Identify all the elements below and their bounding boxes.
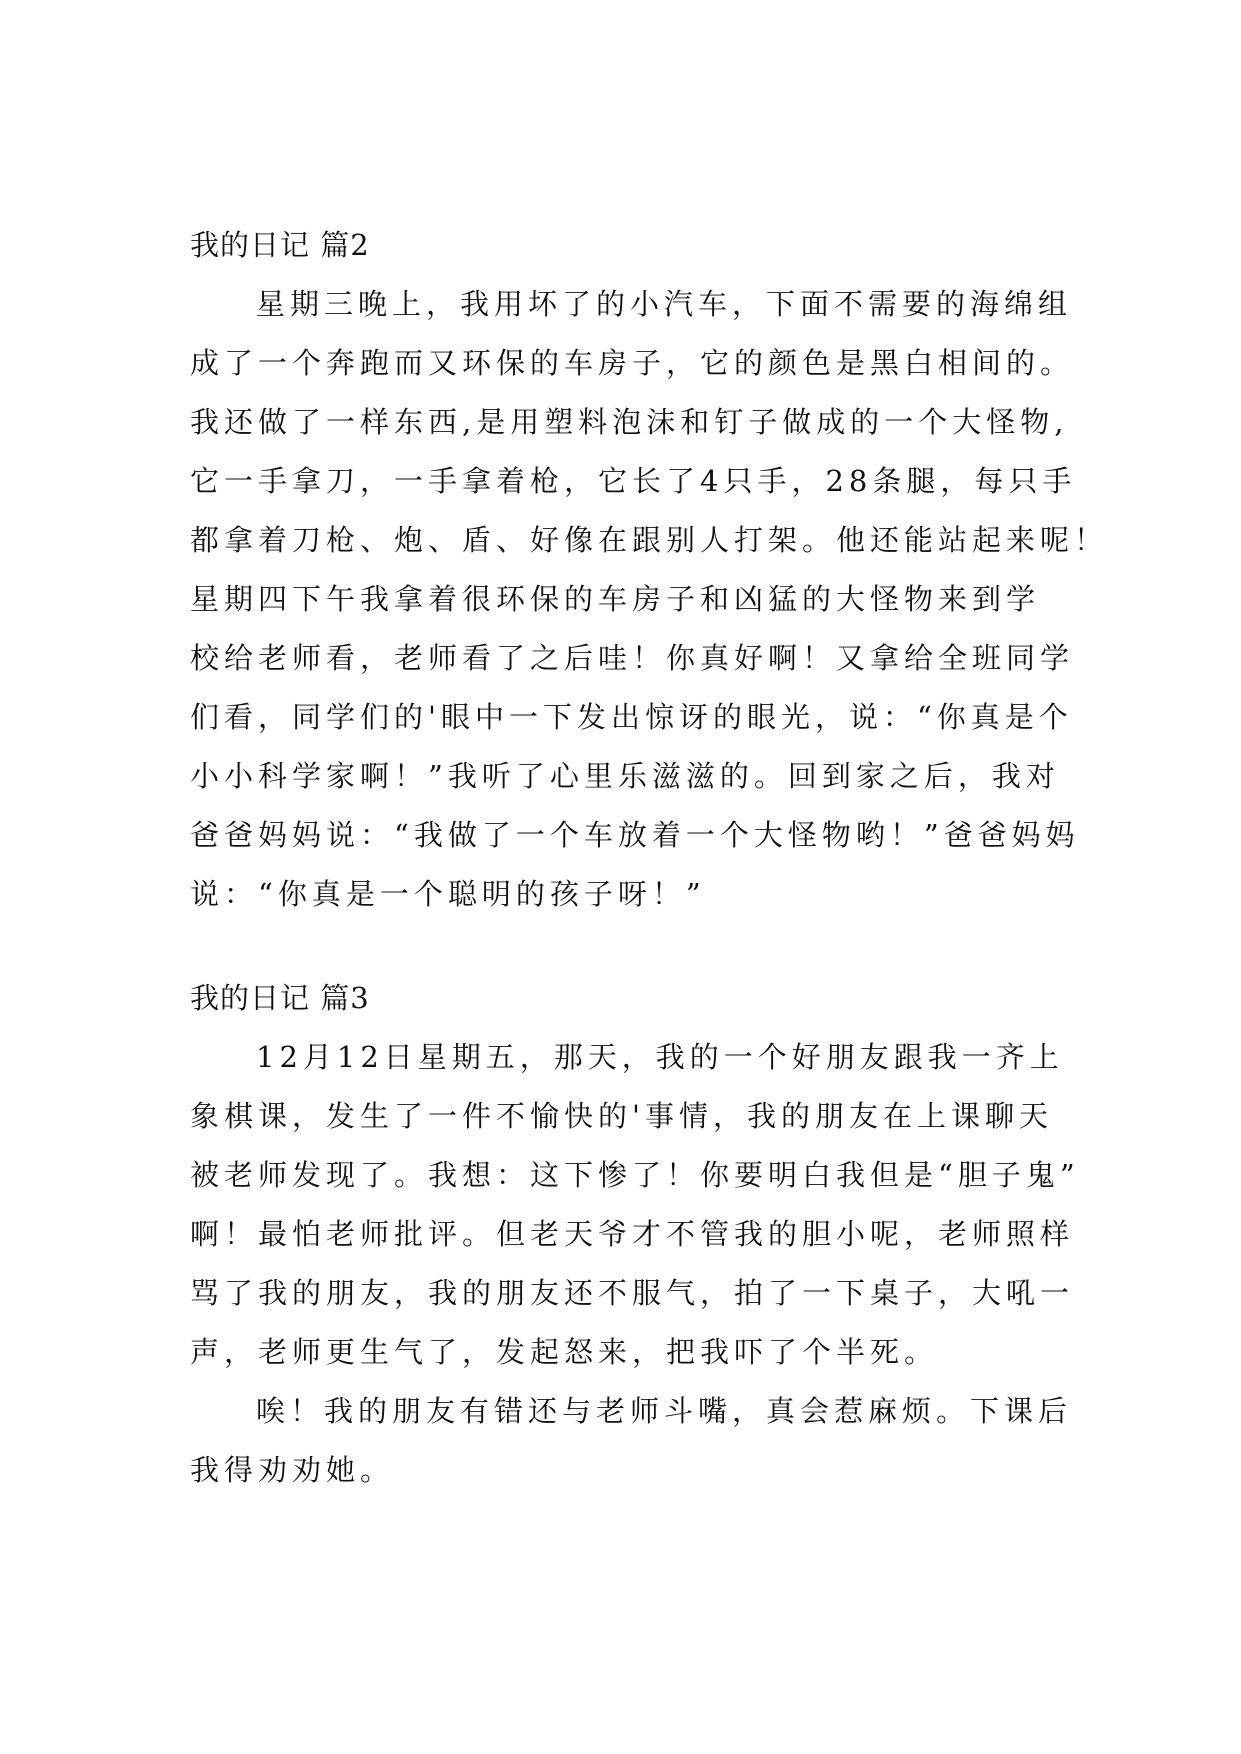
paragraph-line: 12月12日星期五，那天，我的一个好朋友跟我一齐上 — [256, 1040, 1064, 1074]
paragraph-line: 说：“你真是一个聪明的孩子呀！” — [190, 877, 706, 911]
paragraph-line: 骂了我的朋友，我的朋友还不服气，拍了一下桌子，大吼一 — [190, 1276, 1075, 1310]
paragraph-line: 被老师发现了。我想：这下惨了！你要明白我但是“胆子鬼” — [190, 1158, 1080, 1192]
paragraph-line: 爸爸妈妈说：“我做了一个车放着一个大怪物哟！”爸爸妈妈 — [190, 818, 1080, 852]
paragraph-line: 象棋课，发生了一件不愉快的'事情，我的朋友在上课聊天 — [190, 1099, 1053, 1133]
paragraph-line: 们看，同学们的'眼中一下发出惊讶的眼光，说：“你真是个 — [190, 700, 1073, 734]
entry-title: 我的日记 篇2 — [190, 228, 370, 262]
paragraph-line: 我还做了一样东西,是用塑料泡沫和钉子做成的一个大怪物, — [190, 405, 1069, 439]
paragraph-line: 都拿着刀枪、炮、盾、好像在跟别人打架。他还能站起来呢！ — [190, 523, 1109, 557]
paragraph-line: 成了一个奔跑而又环保的车房子，它的颜色是黑白相间的。 — [190, 346, 1075, 380]
diary-entry-2 — [190, 216, 1109, 924]
paragraph-line: 它一手拿刀，一手拿着枪，它长了4只手，28条腿，每只手 — [190, 464, 1077, 498]
diary-entry-3 — [190, 969, 1080, 1500]
paragraph-line: 校给老师看，老师看了之后哇！你真好啊！又拿给全班同学 — [190, 641, 1075, 675]
paragraph-line: 唉！我的朋友有错还与老师斗嘴，真会惹麻烦。下课后 — [256, 1394, 1073, 1428]
paragraph-line: 声，老师更生气了，发起怒来，把我吓了个半死。 — [190, 1335, 939, 1369]
paragraph-line: 我得劝劝她。 — [190, 1453, 395, 1487]
paragraph-line: 小小科学家啊！”我听了心里乐滋滋的。回到家之后，我对 — [190, 759, 1060, 793]
paragraph-line: 星期三晚上，我用坏了的小汽车，下面不需要的海绵组 — [256, 287, 1073, 321]
entry-title: 我的日记 篇3 — [190, 981, 370, 1015]
paragraph-line: 星期四下午我拿着很环保的车房子和凶猛的大怪物来到学 — [190, 582, 1041, 616]
paragraph-line: 啊！最怕老师批评。但老天爷才不管我的胆小呢，老师照样 — [190, 1217, 1075, 1251]
